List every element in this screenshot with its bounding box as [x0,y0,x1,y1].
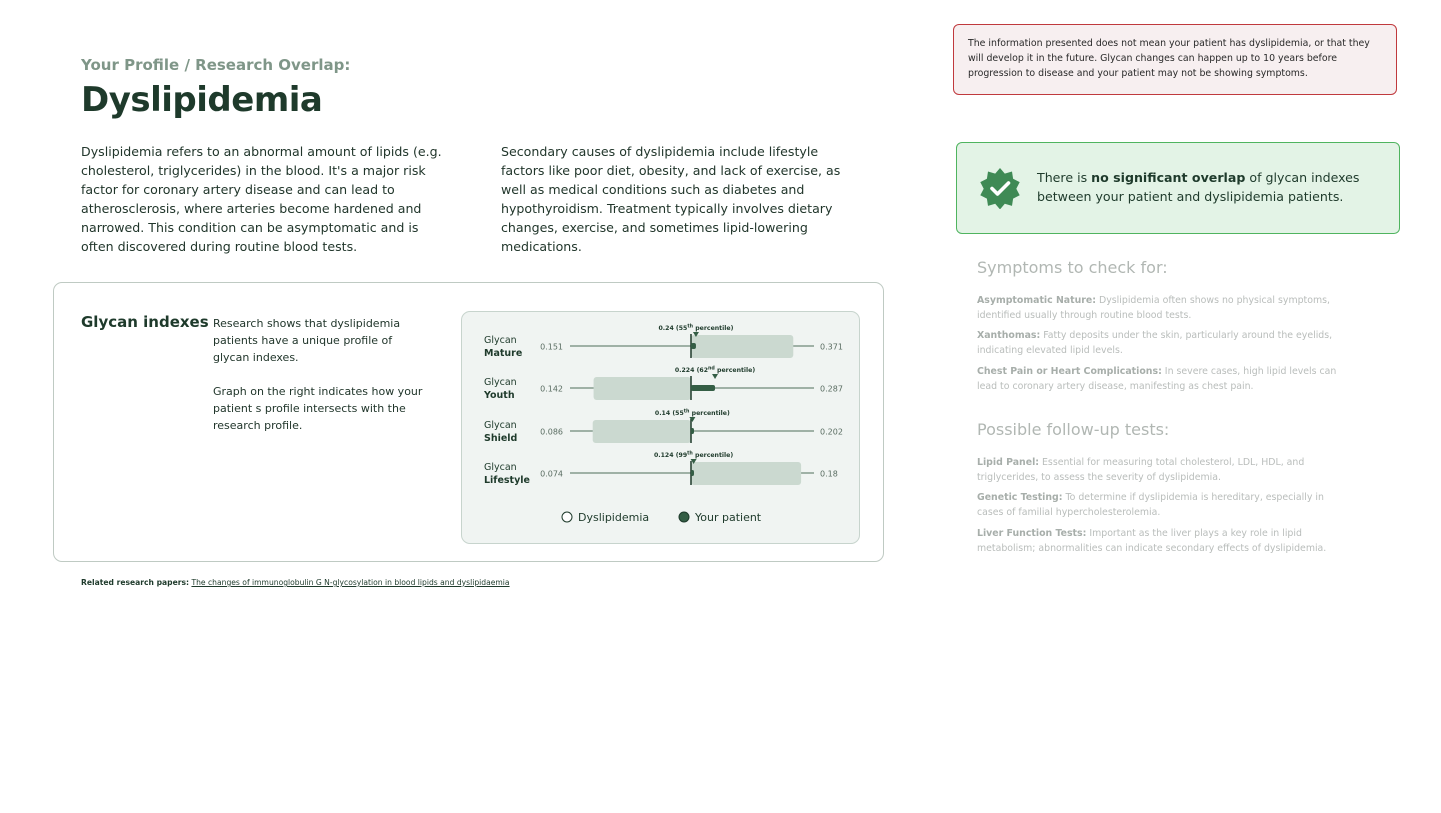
dyslipidemia-range-bar [691,462,801,485]
legend-patient-label: Your patient [695,511,762,524]
row-max-label: 0.287 [820,384,843,394]
dyslipidemia-range-bar [593,420,691,443]
legend-patient-swatch [679,512,689,522]
overlap-result-box [956,142,1400,234]
row-label-name: Mature [484,348,523,359]
glycan-graph-note: Graph on the right indicates how your patient s profile intersects with the research profile. [213,385,423,432]
overlap-result-bold: no significant overlap [1091,170,1246,185]
glycan-title: Glycan indexes [81,313,209,331]
patient-marker [712,374,718,379]
patient-value-label-part: percentile) [689,410,730,417]
patient-value-bar [691,470,694,476]
test-item [977,456,1337,485]
related-paper-link[interactable]: The changes of immunoglobulin G N-glycosylation in blood lipids and dyslipidaemia [191,578,510,587]
symptom-label: Chest Pain or Heart Complications: [977,366,1162,377]
row-min-label: 0.151 [540,342,563,352]
patient-value-label [654,451,733,460]
tests-heading: Possible follow-up tests: [977,420,1170,439]
check-badge-icon [979,167,1021,209]
glycan-chart-svg [462,312,861,545]
symptom-label: Xanthomas: [977,330,1041,341]
patient-value-label-part: th [687,324,694,330]
row-label-name: Youth [484,390,515,401]
disclaimer-box [953,24,1397,95]
dyslipidemia-range-bar [691,335,793,358]
patient-value-label-part: 0.124 (99 [653,452,688,459]
patient-value-label-part: percentile) [692,452,734,459]
test-label: Lipid Panel: [977,457,1040,468]
patient-value-label-part: percentile) [693,325,734,332]
glycan-description: Research shows that dyslipidemia patients have a unique profile of glycan indexes. [213,317,401,364]
row-min-label: 0.074 [540,469,563,479]
overlap-result-text [1037,168,1387,206]
overlap-result-post: of glycan indexes between your patient and dyslipidemia patients. [1037,170,1360,204]
symptoms-heading: Symptoms to check for: [977,258,1168,277]
patient-value-label-part: 0.24 (55 [658,325,688,332]
glycan-chart [461,311,860,544]
legend-dyslipidemia-label: Dyslipidemia [578,511,650,524]
patient-value-label-part: percentile) [714,367,756,374]
patient-value-label [675,366,756,375]
overlap-result-pre: There is [1037,170,1092,185]
symptom-text: Dyslipidemia often shows no physical symptoms, identified usually through routine blood tests. [977,295,1330,321]
row-label-prefix: Glycan [484,462,517,473]
legend-dyslipidemia-swatch [562,512,572,522]
symptom-item [977,294,1337,323]
row-label-name: Lifestyle [484,475,530,486]
symptom-text: In severe cases, high lipid levels can lead to coronary artery disease, manifesting as chest pain. [977,366,1337,392]
patient-value-label-part: 0.14 (55 [654,410,684,417]
row-max-label: 0.18 [820,469,838,479]
patient-value-label-part: th [687,451,693,457]
related-label: Related research papers: [81,578,190,587]
intro-paragraph-2: Secondary causes of dyslipidemia include lifestyle factors like poor diet, obesity, and lack of exercise, as well as medical conditions such as diabetes and hypothyroidism. Treatment typically involves dietary changes, exercise, and sometimes lipid-lowering medications. [501,144,841,254]
test-item [977,491,1337,520]
patient-value-label-part: nd [708,366,715,372]
page-title: Dyslipidemia [81,80,323,120]
row-min-label: 0.086 [540,427,563,437]
intro-paragraph-1: Dyslipidemia refers to an abnormal amount of lipids (e.g. cholesterol, triglycerides) in the blood. It's a major risk factor for coronary artery disease and can lead to atherosclerosis, where arteries become hardened and narrowed. This condition can be asymptomatic and is often discovered during routine blood tests. [81,144,442,254]
patient-value-label [659,324,734,333]
row-max-label: 0.202 [820,427,843,437]
disclaimer-text: The information presented does not mean your patient has dyslipidemia, or that they will develop it in the future. Glycan changes can happen up to 10 years before progression to disease and your patient may not be showing symptoms. [968,38,1370,79]
symptom-text: Fatty deposits under the skin, particularly around the eyelids, indicating elevated lipid levels. [977,330,1333,356]
patient-value-bar [691,428,694,434]
test-label: Genetic Testing: [977,492,1063,503]
patient-value-label-part: th [683,409,690,415]
test-text: To determine if dyslipidemia is hereditary, especially in cases of familial hypercholesterolemia. [977,492,1324,518]
row-label-prefix: Glycan [484,335,517,346]
row-label-prefix: Glycan [484,377,517,388]
symptom-item [977,329,1337,358]
symptom-label: Asymptomatic Nature: [977,295,1097,306]
test-text: Essential for measuring total cholesterol, LDL, HDL, and triglycerides, to assess the severity of dyslipidemia. [977,457,1305,483]
test-label: Liver Function Tests: [977,528,1087,539]
patient-value-label [655,409,730,418]
dyslipidemia-range-bar [594,377,691,400]
patient-value-bar [691,343,696,349]
test-text: Important as the liver plays a key role in lipid metabolism; abnormalities can indicate secondary effects of dyslipidemia. [977,528,1327,554]
row-label-name: Shield [484,433,518,444]
row-label-prefix: Glycan [484,420,517,431]
related-papers [81,578,510,587]
row-min-label: 0.142 [540,384,563,394]
symptom-item [977,365,1337,394]
test-item [977,527,1337,556]
breadcrumb: Your Profile / Research Overlap: [81,56,351,74]
patient-value-label-part: 0.224 (62 [674,367,709,374]
patient-value-bar [691,385,715,391]
row-max-label: 0.371 [820,342,843,352]
